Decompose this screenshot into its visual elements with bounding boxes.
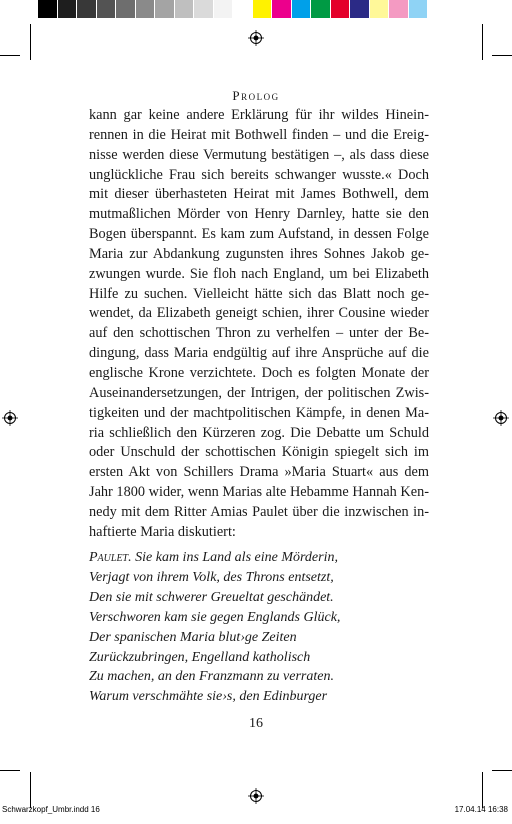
color-swatch	[155, 0, 175, 18]
verse-line: Verjagt von ihrem Volk, des Throns entsetzt,	[89, 569, 334, 585]
color-swatch	[331, 0, 351, 18]
running-header: Prolog	[232, 88, 280, 103]
body-line: nisse werden diese Vermutung bestätigen –, als dass diese	[89, 146, 429, 163]
registration-mark-right-icon	[493, 410, 509, 426]
body-text	[89, 106, 429, 543]
color-swatch	[194, 0, 214, 18]
body-line: Maria zur Abdankung zugunsten ihres Sohnes Jakob ge-	[89, 245, 429, 262]
color-swatch	[58, 0, 78, 18]
crop-mark-bottom-right-v	[482, 772, 483, 808]
color-swatch	[272, 0, 292, 18]
verse-line: Warum verschmähte sie›s, den Edinburger	[89, 689, 328, 705]
crop-mark-top-left-h	[0, 55, 20, 56]
registration-mark-top-icon	[248, 30, 264, 46]
registration-mark-bottom-icon	[248, 788, 264, 804]
color-swatch	[311, 0, 331, 18]
color-swatch	[292, 0, 312, 18]
body-line: nedy mit dem Ritter Amias Paulet über die inzwischen in-	[89, 503, 429, 520]
body-line: mutmaßlichen Mörder von Henry Darnley, hatte sie den	[89, 206, 429, 223]
body-line: auf den schottischen Thron zu verhelfen – unter der Be-	[89, 325, 429, 342]
color-swatch	[214, 0, 234, 18]
verse-line: Zurückzubringen, Engelland katholisch	[89, 649, 311, 665]
body-line: Hilfe zu suchen. Vielleicht hätte sich das Blatt noch ge-	[89, 285, 429, 302]
body-line: dingung, dass Maria endgültig auf ihre Ansprüche auf die	[89, 345, 429, 362]
color-swatch	[136, 0, 156, 18]
color-swatch	[38, 0, 58, 18]
body-line: unglückliche Frau sich bereits schwanger wusste.« Doch	[89, 166, 429, 183]
body-line: haftierte Maria diskutiert:	[89, 523, 236, 540]
body-line: zwungen wurde. Sie floh nach England, um bei Elizabeth	[89, 265, 429, 282]
body-line: kann gar keine andere Erklärung für ihr wildes Hinein-	[89, 107, 429, 123]
verse-line: Paulet. Sie kam ins Land als eine Mörderin,	[89, 550, 338, 565]
slug-filename: Schwarzkopf_Umbr.indd 16	[2, 805, 100, 814]
verse-line: Verschworen kam sie gegen Englands Glück,	[89, 609, 341, 625]
verse-quotation	[89, 548, 429, 707]
body-line: ria schließlich den Kürzeren zog. Die Debatte um Schuld	[89, 424, 429, 441]
body-line: Bogen überspannt. Es kam zum Aufstand, in dessen Folge	[89, 226, 429, 243]
body-line: tigkeiten und der machtpolitischen Kämpfe, in denen Ma-	[89, 404, 429, 421]
color-calibration-bar	[38, 0, 428, 18]
body-line: Jahr 1800 wider, wenn Marias alte Hebamme Hannah Ken-	[89, 484, 429, 501]
crop-mark-bottom-left-v	[30, 772, 31, 808]
slug-timestamp: 17.04.14 16:38	[454, 805, 508, 814]
body-line: oder Unschuld der schottischen Königin spiegelt sich im	[89, 444, 429, 461]
color-swatch	[175, 0, 195, 18]
body-line: mit dieser überhasteten Heirat mit James Bothwell, dem	[89, 186, 429, 203]
crop-mark-bottom-right-h	[492, 770, 512, 771]
verse-line: Zu machen, an den Franzmann zu verraten.	[89, 669, 334, 685]
page-number: 16	[249, 716, 263, 731]
color-swatch	[350, 0, 370, 18]
body-line: rennen in die Heirat mit Bothwell finden – und die Ereig-	[89, 126, 429, 143]
color-swatch	[97, 0, 117, 18]
color-swatch	[233, 0, 253, 18]
color-swatch	[389, 0, 409, 18]
crop-mark-top-left-v	[30, 24, 31, 60]
crop-mark-top-right-h	[492, 55, 512, 56]
body-line: ersten Akt von Schillers Drama »Maria Stuart« aus dem	[89, 464, 429, 481]
verse-speaker: Paulet.	[89, 550, 132, 565]
crop-mark-bottom-left-h	[0, 770, 20, 771]
body-line: englische Krone verzichtete. Doch es folgten Monate der	[89, 364, 429, 381]
body-line: wendet, da Elizabeth geneigt schien, ihrer Cousine wieder	[89, 305, 429, 322]
verse-line: Den sie mit schwerer Greueltat geschändet.	[89, 589, 334, 605]
registration-mark-left-icon	[2, 410, 18, 426]
color-swatch	[77, 0, 97, 18]
verse-line: Der spanischen Maria blut›ge Zeiten	[89, 629, 297, 645]
body-line: Auseinandersetzungen, der Intrigen, der politischen Zwis-	[89, 384, 429, 401]
color-swatch	[370, 0, 390, 18]
color-swatch	[409, 0, 429, 18]
color-swatch	[253, 0, 273, 18]
crop-mark-top-right-v	[482, 24, 483, 60]
color-swatch	[116, 0, 136, 18]
